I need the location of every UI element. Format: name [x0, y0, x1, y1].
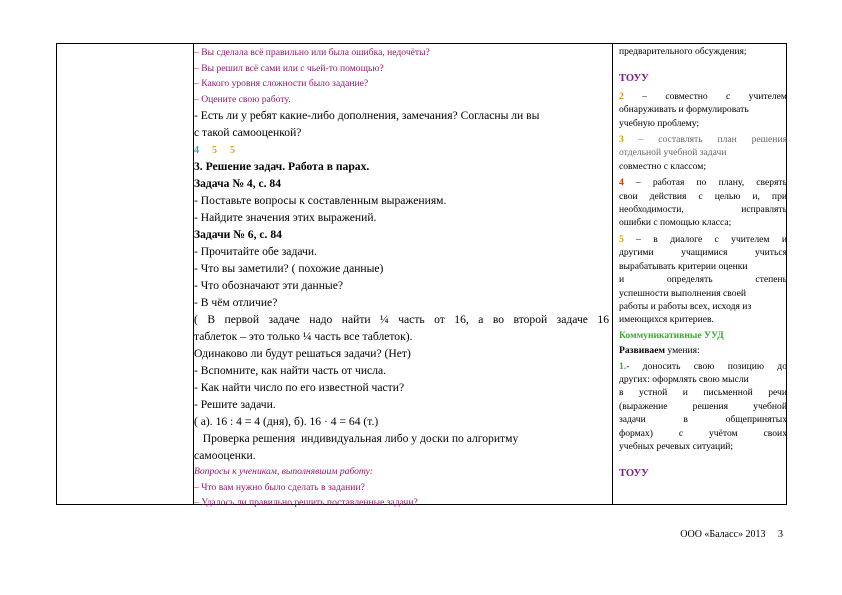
text-line: - Решите задачи. — [194, 398, 276, 411]
text-line: и определять степень — [619, 274, 787, 286]
text-line: с такой самооценкой? — [194, 126, 302, 139]
question-line: – Удалось ли правильно решить поставленные задачи? — [194, 497, 418, 508]
section-heading: Коммуникативные УУД — [619, 329, 724, 341]
text-line: - В чём отличие? — [194, 296, 278, 309]
skill-item: 4 – работая по плану, сверять — [619, 177, 787, 189]
text-line: совместно с классом; — [619, 160, 706, 172]
text-line: самооценки. — [194, 449, 256, 462]
mark-5: 5 — [212, 145, 217, 156]
question-line: – Вы решил всё сами или с чьей-то помощью? — [194, 62, 384, 74]
text-line: формах) с учётом своих — [619, 427, 787, 439]
text-line: - Прочитайте обе задачи. — [194, 245, 317, 258]
lesson-table — [56, 43, 787, 508]
text-line: работы и работы всех, исходя из — [619, 300, 752, 312]
skill-item: 1.- доносить свою позицию до — [619, 360, 787, 372]
section-heading: ТОУУ — [619, 468, 649, 480]
text-line: таблеток – это только ¼ часть все таблеток). — [194, 330, 413, 343]
text-line: в устной и письменной речи — [619, 387, 787, 399]
text-line: учебную проблему; — [619, 117, 700, 129]
text-line: ошибки с помощью класса; — [619, 217, 732, 229]
text-line: - Что вы заметили? ( похожие данные) — [194, 262, 384, 275]
text-line: - Как найти число по его известной части? — [194, 381, 405, 394]
skill-intro: Развиваем умения: — [619, 345, 700, 357]
text-line: Проверка решения индивидуальная либо у доски по алгоритму — [194, 432, 519, 445]
task-heading: Задачи № 6, с. 84 — [194, 228, 282, 241]
text-line: - Есть ли у ребят какие-либо дополнения, замечания? Согласны ли вы — [194, 109, 540, 122]
text-line: учебных речевых ситуаций; — [619, 440, 734, 452]
question-line: – Какого уровня сложности было задание? — [194, 78, 369, 89]
text-line: обнаруживать и формулировать — [619, 104, 749, 116]
text-line: отдельной учебной задачи — [619, 147, 727, 159]
text-line: ( В первой задаче надо найти ¼ часть от 16, а во второй задаче 16 — [194, 313, 609, 326]
question-heading: Вопросы к ученикам, выполнявшим работу: — [194, 466, 373, 477]
skill-item: 2 – совместно с учителем — [619, 90, 787, 102]
text-line: свои действия с целью и, при — [619, 190, 787, 202]
question-line: – Оцените свою работу. — [194, 93, 291, 105]
section-heading: ТОУУ — [619, 73, 649, 85]
text-line: - Что обозначают эти данные? — [194, 279, 343, 292]
text-line: - Поставьте вопросы к составленным выражениям. — [194, 194, 447, 207]
text-line: необходимости, исправлять — [619, 204, 787, 216]
text-line: ( а). 16 : 4 = 4 (дня), б). 16 · 4 = 64 (т.) — [194, 415, 379, 428]
question-line: – Что вам нужно было сделать в задании? — [194, 481, 365, 493]
text-line: предварительного обсуждения; — [619, 46, 747, 57]
skill-item: 3 – составлять план решения — [619, 134, 787, 146]
text-line: успешности выполнения своей — [619, 287, 747, 299]
text-line: Одинаково ли будут решаться задачи? (Нет) — [194, 347, 411, 360]
text-line: - Найдите значения этих выражений. — [194, 211, 377, 224]
text-line: (выражение решения учебной — [619, 400, 787, 412]
text-line: вырабатывать критерии оценки — [619, 260, 748, 272]
text-line: задачи в общепринятых — [619, 414, 787, 426]
mark-4: 4 — [194, 145, 199, 156]
task-heading: Задача № 4, с. 84 — [194, 177, 282, 190]
company-label: ООО «Баласс» 2013 — [680, 529, 766, 540]
text-line: других: оформлять свою мысли — [619, 373, 749, 385]
section-heading: 3. Решение задач. Работа в парах. — [194, 160, 370, 173]
text-line: - Вспомните, как найти часть от числа. — [194, 364, 387, 377]
skill-item: 5 – в диалоге с учителем и — [619, 233, 787, 245]
column-divider-right — [612, 44, 613, 504]
question-line: – Вы сделала всё правильно или была ошибка, недочёты? — [194, 47, 430, 58]
self-assessment-marks — [194, 141, 609, 158]
skills-column — [619, 44, 787, 481]
lesson-content-column — [194, 44, 609, 511]
page-number: 3 — [778, 529, 783, 540]
page-footer — [680, 529, 783, 540]
mark-5: 5 — [230, 145, 235, 156]
text-line: другими учащимися учиться — [619, 247, 787, 259]
text-line: имеющихся критериев. — [619, 314, 714, 326]
